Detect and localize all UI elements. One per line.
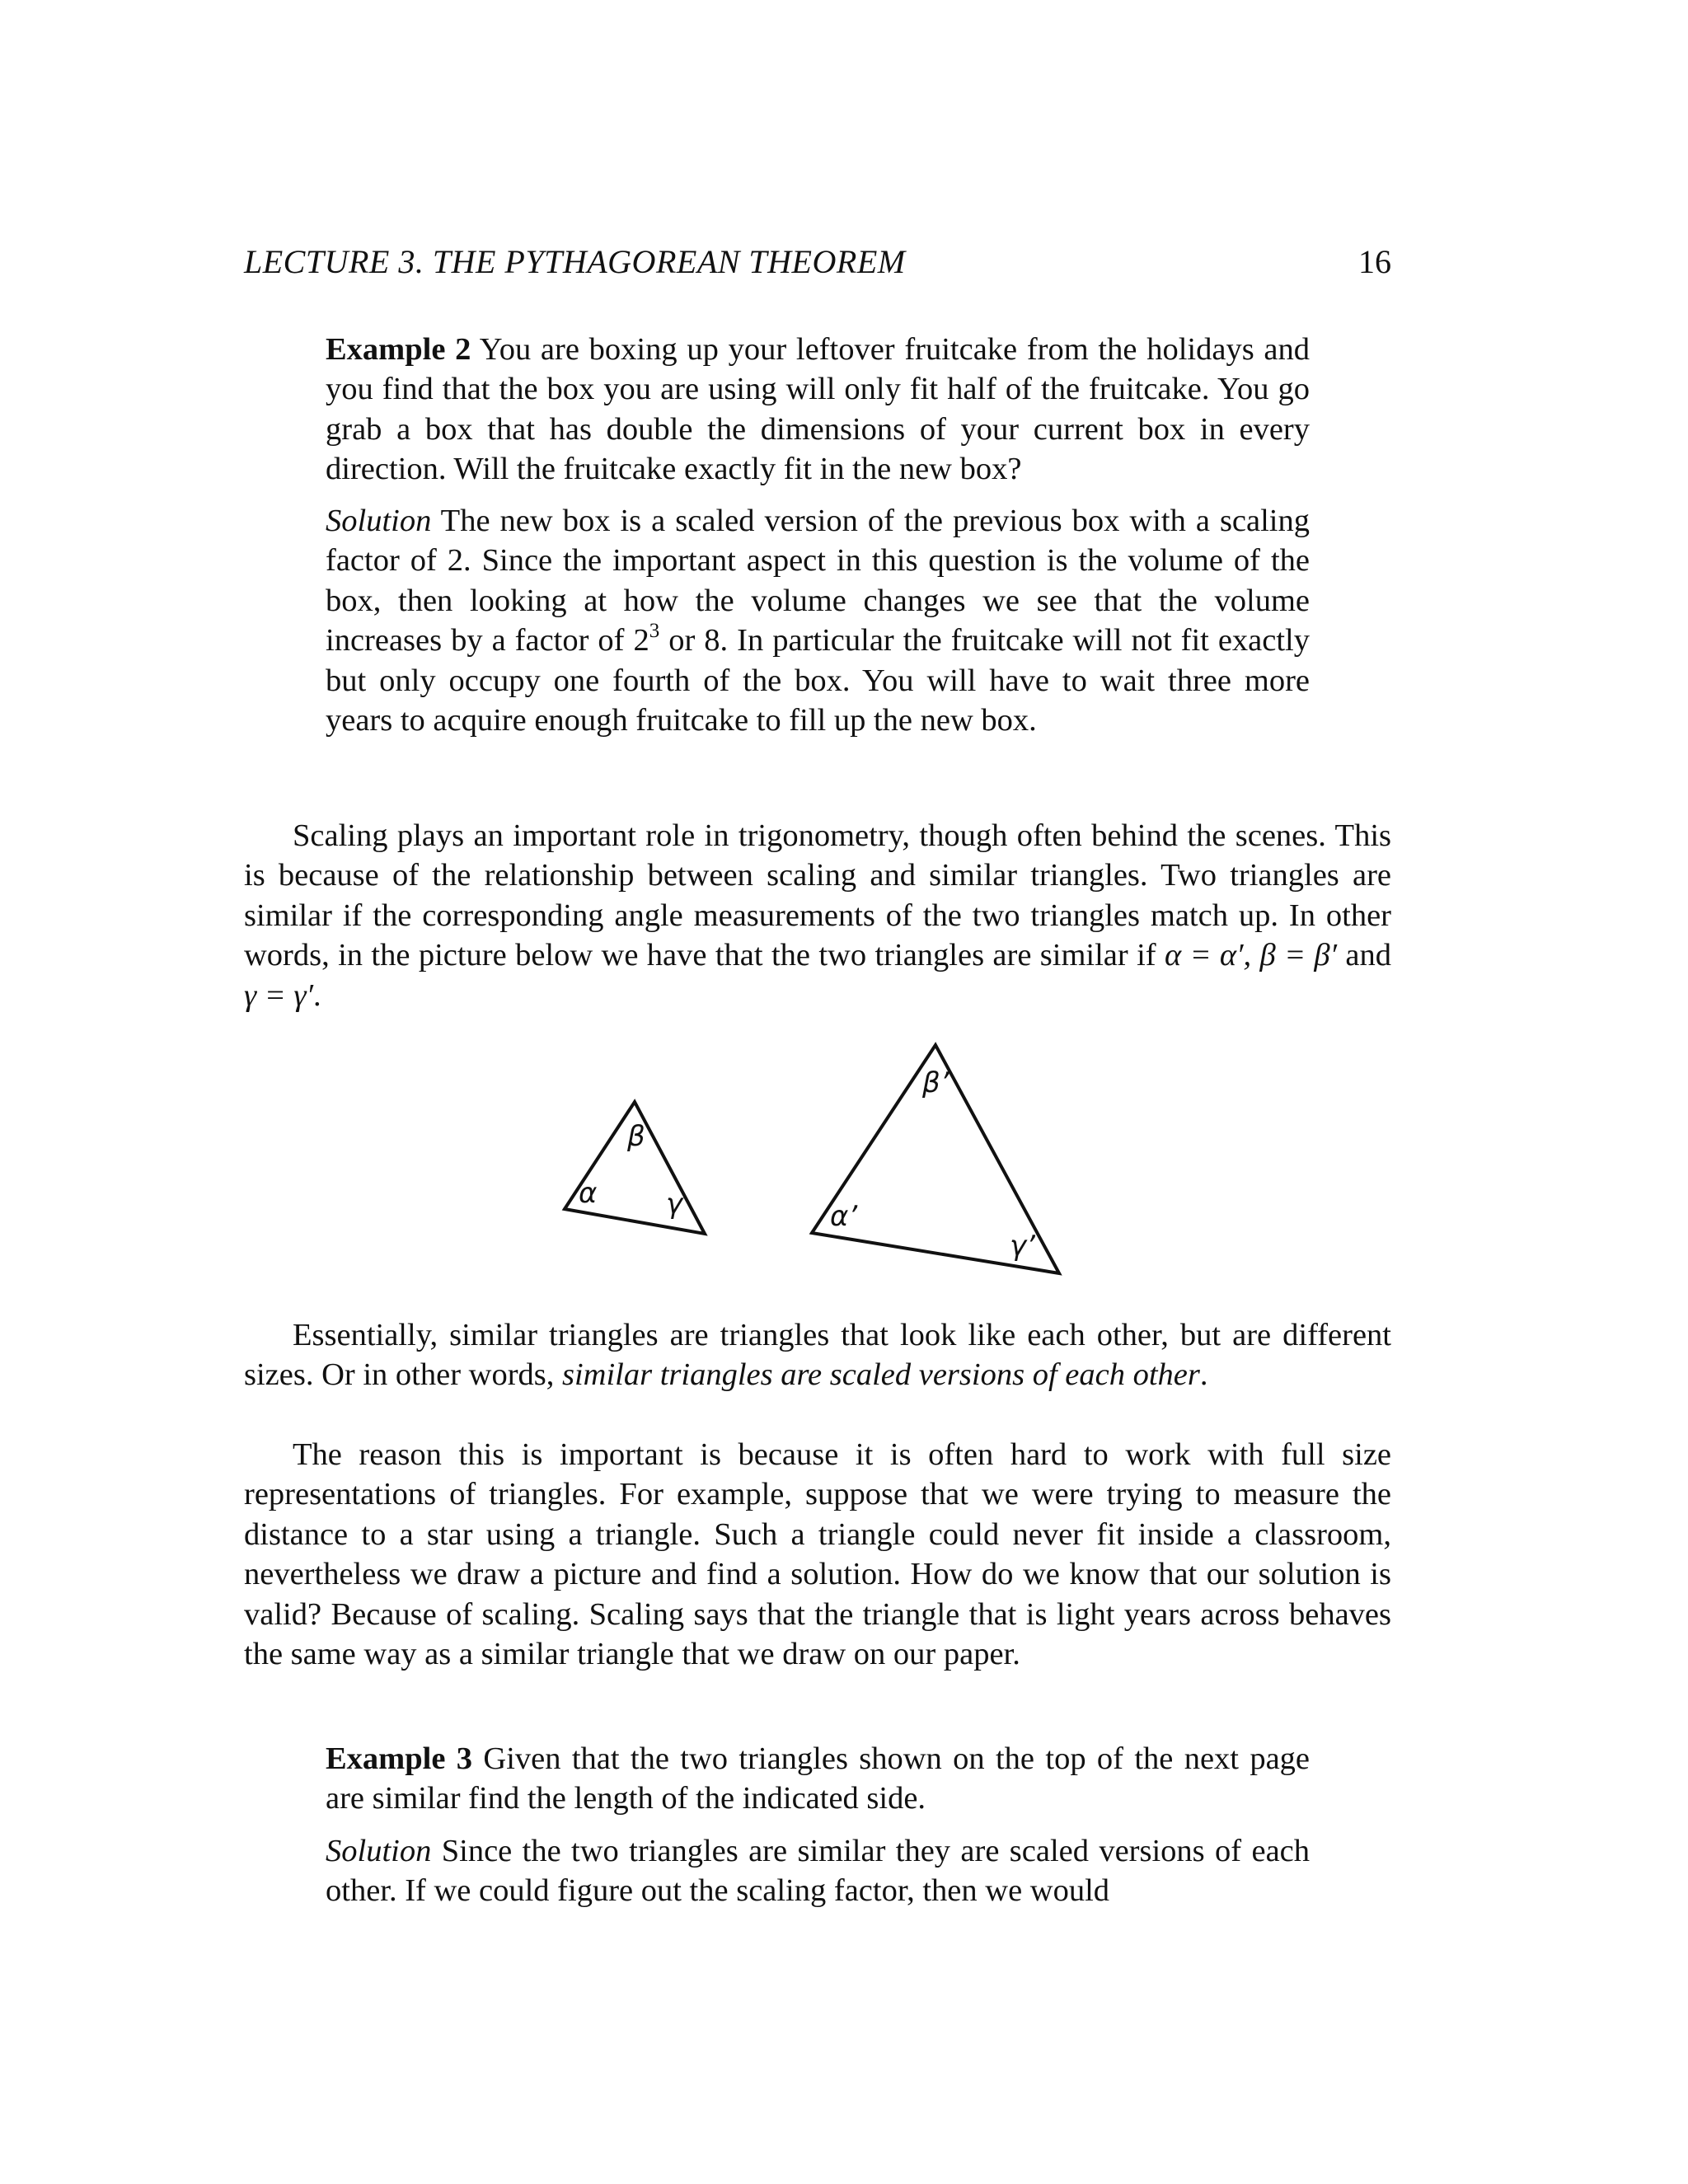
example-2-label: Example 2 <box>326 332 471 367</box>
example-3-statement <box>326 1739 1310 1819</box>
paragraph-1-end: . <box>313 977 321 1013</box>
paragraph-reason <box>244 1435 1391 1674</box>
example-2-statement <box>326 330 1310 490</box>
paragraph-1-and: and <box>1337 938 1392 973</box>
paragraph-2-italic: similar triangles are scaled versions of each other <box>562 1357 1200 1393</box>
small-beta-label: β <box>627 1120 645 1153</box>
paragraph-2-end: . <box>1199 1357 1208 1393</box>
paragraph-1-text: Scaling plays an important role in trigonometry, though often behind the scenes. This is because of the relationship between scaling and similar triangles. Two triangles are similar if the corresponding angle measurements of the two triangles match up. In other words, in the picture below we have that the two triangles are similar if <box>244 818 1391 973</box>
running-title: LECTURE 3. THE PYTHAGOREAN THEOREM <box>244 243 906 280</box>
paragraph-3-text: The reason this is important is because it is often hard to work with full size representations of triangles. For example, suppose that we were trying to measure the distance to a star using a triangle. Such a triangle could never fit inside a classroom, nevertheless we draw a picture and find a solution. How do we know that our solution is valid? Because of scaling. Scaling says that the triangle that is light years across behaves the same way as a similar triangle that we draw on our paper. <box>244 1437 1391 1672</box>
example-3-solution <box>326 1831 1310 1911</box>
paragraph-1-math-2: γ = γ′ <box>244 977 313 1013</box>
page-number: 16 <box>1358 243 1391 280</box>
paragraph-similar-triangles <box>244 816 1391 1015</box>
exponent: 3 <box>649 619 660 642</box>
example-2-solution-label: Solution <box>326 504 432 538</box>
paragraph-1-math: α = α′, β = β′ <box>1164 938 1338 973</box>
running-header <box>244 241 1391 284</box>
small-alpha-label: α <box>579 1177 598 1210</box>
triangles-svg <box>544 1038 1088 1302</box>
large-alpha-label: α’ <box>830 1200 858 1233</box>
example-3-label: Example 3 <box>326 1741 473 1776</box>
large-gamma-label: γ’ <box>1010 1230 1035 1263</box>
paragraph-2-pre: Essentially, similar triangles are triangles that look like each other, but are different sizes. Or in other words, <box>244 1318 1391 1393</box>
small-gamma-label: γ <box>666 1188 683 1221</box>
similar-triangles-figure <box>544 1038 1088 1302</box>
example-3-text: Given that the two triangles shown on the top of the next page are similar find the length of the indicated side. <box>326 1741 1310 1816</box>
example-3-solution-text: Since the two triangles are similar they are scaled versions of each other. If we could figure out the scaling factor, then we would <box>326 1834 1310 1909</box>
example-2-solution-pre: The new box is a scaled version of the previous box with a scaling factor of 2. Since the important aspect in this question is the volume of the box, then looking at how the volume changes we see that the volume increases by a factor of 2 <box>326 504 1310 658</box>
large-beta-label: β’ <box>922 1066 950 1099</box>
paragraph-essentially <box>244 1315 1391 1395</box>
example-2-solution-post: or 8. In particular the fruitcake will not fit exactly but only occupy one fourth of the box. You will have to wait three more years to acquire enough fruitcake to fill up the new box. <box>326 623 1310 738</box>
example-3-solution-label: Solution <box>326 1834 432 1868</box>
example-2-solution <box>326 501 1310 740</box>
example-2-text: You are boxing up your leftover fruitcake from the holidays and you find that the box you are using will only fit half of the fruitcake. You go grab a box that has double the dimensions of your current box in every direction. Will the fruitcake exactly fit in the new box? <box>326 332 1310 487</box>
